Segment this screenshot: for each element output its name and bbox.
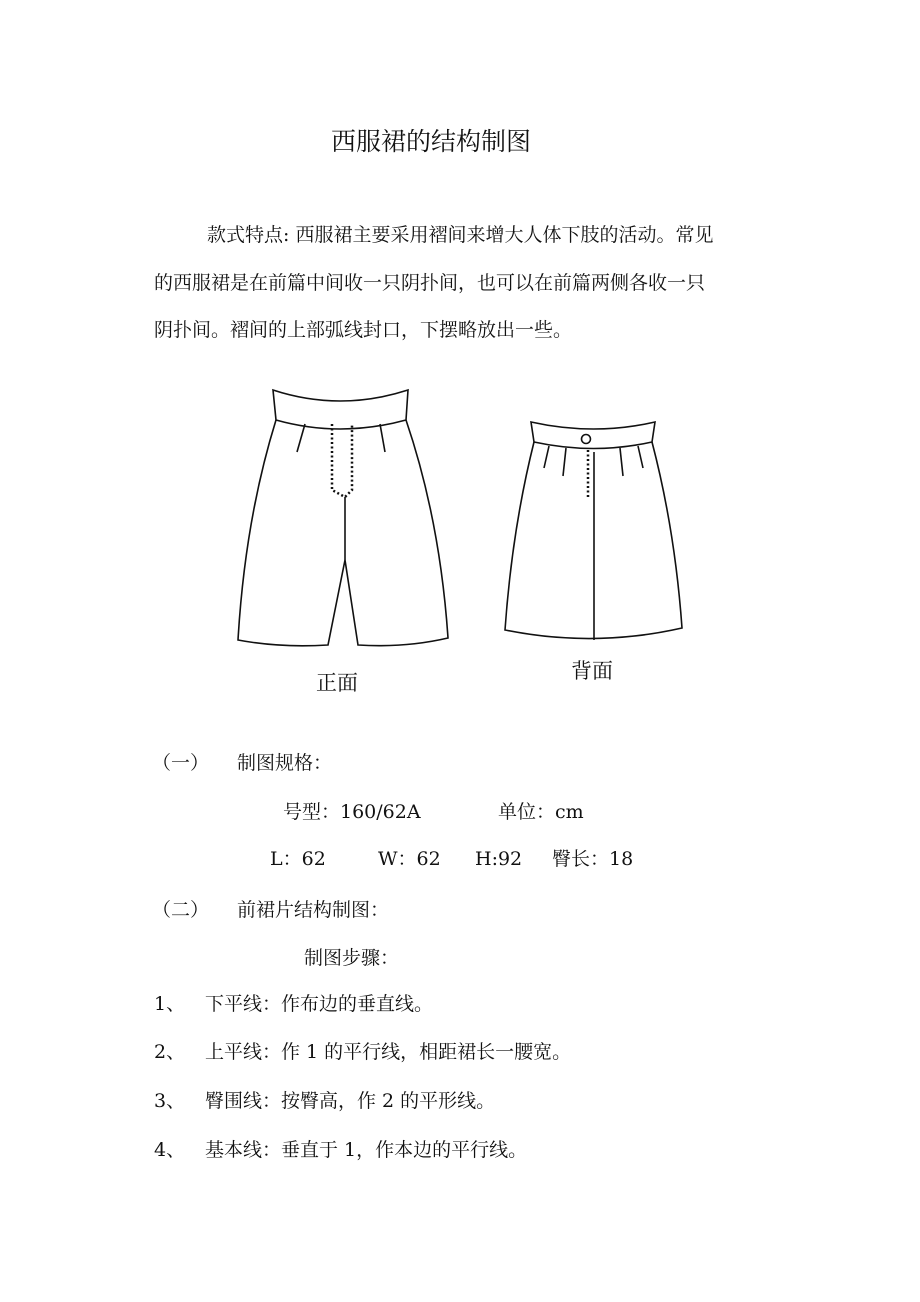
section2-number: （二）	[152, 899, 210, 921]
front-skirt-drawing	[238, 390, 448, 646]
unit-spec: 单位：cm	[498, 801, 584, 823]
measurement-hip-length: 臀长：18	[552, 848, 634, 870]
step-4-number: 4、	[154, 1139, 186, 1161]
measurement-h: H:92	[475, 848, 523, 870]
steps-heading: 制图步骤：	[304, 947, 400, 969]
back-caption: 背面	[571, 659, 613, 683]
measurement-w: W：62	[378, 848, 441, 870]
intro-line-2: 的西服裙是在前篇中间收一只阴扑间，也可以在前篇两侧各收一只	[154, 272, 706, 294]
section1-heading: 制图规格：	[237, 752, 333, 774]
back-skirt-drawing	[505, 422, 682, 640]
section2-heading: 前裙片结构制图：	[237, 899, 390, 921]
page-title: 西服裙的结构制图	[330, 127, 531, 156]
size-spec: 号型：160/62A	[283, 801, 421, 823]
front-caption: 正面	[316, 671, 358, 695]
step-2-number: 2、	[154, 1041, 186, 1063]
step-4-text: 基本线：垂直于 1，作本边的平行线。	[205, 1139, 528, 1161]
section1-number: （一）	[152, 752, 210, 774]
step-3-number: 3、	[154, 1090, 186, 1112]
measurement-l: L：62	[270, 848, 326, 870]
step-1-text: 下平线：作布边的垂直线。	[205, 993, 434, 1015]
intro-line-1: 款式特点: 西服裙主要采用褶间来增大人体下肢的活动。常见	[207, 224, 714, 246]
step-2-text: 上平线：作 1 的平行线，相距裙长一腰宽。	[205, 1041, 572, 1063]
step-1-number: 1、	[154, 993, 186, 1015]
step-3-text: 臀围线：按臀高，作 2 的平形线。	[205, 1090, 496, 1112]
intro-line-3: 阴扑间。褶间的上部弧线封口，下摆略放出一些。	[154, 319, 573, 341]
